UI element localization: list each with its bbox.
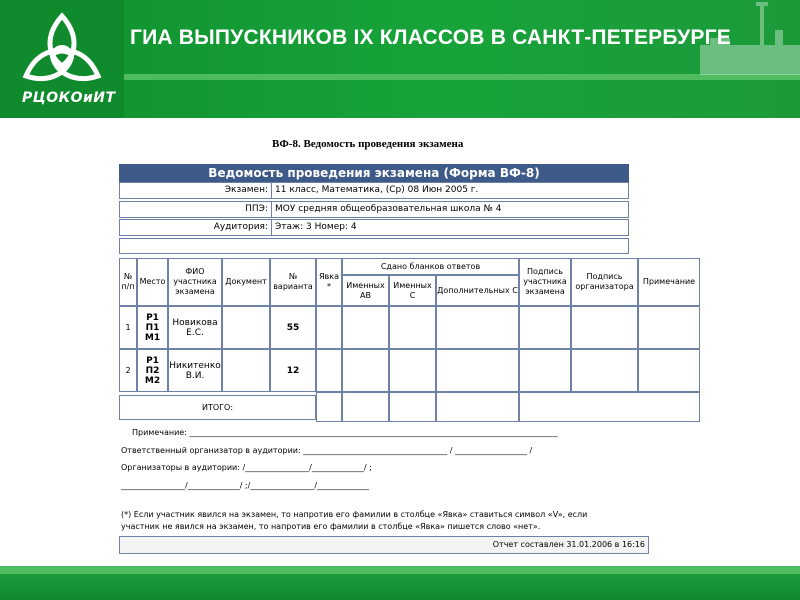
- row2-additional-c: [436, 349, 519, 392]
- row1-attendance: [316, 306, 342, 349]
- row2-fio: Никитенко В.И.: [168, 349, 222, 392]
- row1-note: [638, 306, 700, 349]
- header-document: Документ: [222, 258, 270, 306]
- info-value: 11 класс, Математика, (Ср) 08 Июн 2005 г.: [275, 185, 479, 195]
- row1-named-ab: [342, 306, 389, 349]
- total-named-c: [389, 392, 436, 422]
- organizers-line-2: ________________/_____________/ ;/________________/_____________: [121, 481, 370, 490]
- row2-attendance: [316, 349, 342, 392]
- logo-text: РЦОКОиИТ: [22, 90, 116, 106]
- row1-place: Р1 П1 М1: [137, 306, 168, 349]
- info-value: Этаж: 3 Номер: 4: [275, 222, 357, 232]
- info-row-exam: [119, 182, 629, 199]
- row2-named-ab: [342, 349, 389, 392]
- row2-variant: 12: [270, 349, 316, 392]
- logo: [0, 0, 124, 118]
- row2-note: [638, 349, 700, 392]
- header-additional-c: Дополнительных С: [436, 275, 519, 306]
- footer-bar: [0, 574, 800, 600]
- row1-signature-participant: [519, 306, 571, 349]
- row2-num: 2: [119, 349, 137, 392]
- total-additional-c: [436, 392, 519, 422]
- row1-num: 1: [119, 306, 137, 349]
- row2-document: [222, 349, 270, 392]
- responsible-organizer-line: Ответственный организатор в аудитории: ____________________________________ / __________________ /: [121, 446, 533, 455]
- row2-signature-participant: [519, 349, 571, 392]
- info-label: ППЭ:: [120, 202, 272, 217]
- header-note: Примечание: [638, 258, 700, 306]
- row1-additional-c: [436, 306, 519, 349]
- info-row-empty: [119, 238, 629, 254]
- footnote-line-1: (*) Если участник явился на экзамен, то напротив его фамилии в столбце «Явка» ставиться символ «V», если: [121, 510, 588, 519]
- footer-line: [0, 566, 800, 574]
- header-named-ab: Именных АВ: [342, 275, 389, 306]
- row1-document: [222, 306, 270, 349]
- header-named-c: Именных С: [389, 275, 436, 306]
- header-attendance: Явка *: [316, 258, 342, 306]
- header-signature-participant: Подпись участника экзамена: [519, 258, 571, 306]
- total-signature: [519, 392, 700, 422]
- info-label: Экзамен:: [120, 183, 272, 198]
- header-num: № п/п: [119, 258, 137, 306]
- info-value: МОУ средняя общеобразовательная школа № 4: [275, 204, 502, 214]
- row1-named-c: [389, 306, 436, 349]
- row1-variant: 55: [270, 306, 316, 349]
- info-row-ppe: [119, 201, 629, 218]
- row2-signature-organizer: [571, 349, 638, 392]
- form-heading: Ведомость проведения экзамена (Форма ВФ-8): [119, 164, 629, 182]
- page-title: ГИА ВЫПУСКНИКОВ IX КЛАССОВ В САНКТ-ПЕТЕРБУРГЕ: [130, 26, 731, 49]
- header-signature-organizer: Подпись организатора: [571, 258, 638, 306]
- footnote-line-2: участник не явился на экзамен, то напротив его фамилии в столбце «Явка» пишется слово «нет».: [121, 522, 541, 531]
- report-timestamp: Отчет составлен 31.01.2006 в 16:16: [119, 536, 649, 554]
- total-label: ИТОГО:: [119, 395, 316, 420]
- row2-named-c: [389, 349, 436, 392]
- document-title: ВФ-8. Ведомость проведения экзамена: [272, 138, 464, 150]
- info-label: Аудитория:: [120, 220, 272, 235]
- header-place: Место: [137, 258, 168, 306]
- organizers-line: Организаторы в аудитории: /________________/_____________/ ;: [121, 463, 372, 472]
- header-fio: ФИО участника экзамена: [168, 258, 222, 306]
- header-variant: № варианта: [270, 258, 316, 306]
- row1-signature-organizer: [571, 306, 638, 349]
- total-named-ab: [342, 392, 389, 422]
- row2-place: Р1 П2 М2: [137, 349, 168, 392]
- header-submitted: Сдано бланков ответов: [342, 258, 519, 275]
- info-row-auditorium: [119, 219, 629, 236]
- header-banner: [0, 0, 800, 118]
- logo-emblem-icon: [16, 10, 108, 90]
- total-attendance: [316, 392, 342, 422]
- row1-fio: Новикова Е.С.: [168, 306, 222, 349]
- note-line: Примечание: ____________________________________________________________________________________________: [132, 428, 558, 437]
